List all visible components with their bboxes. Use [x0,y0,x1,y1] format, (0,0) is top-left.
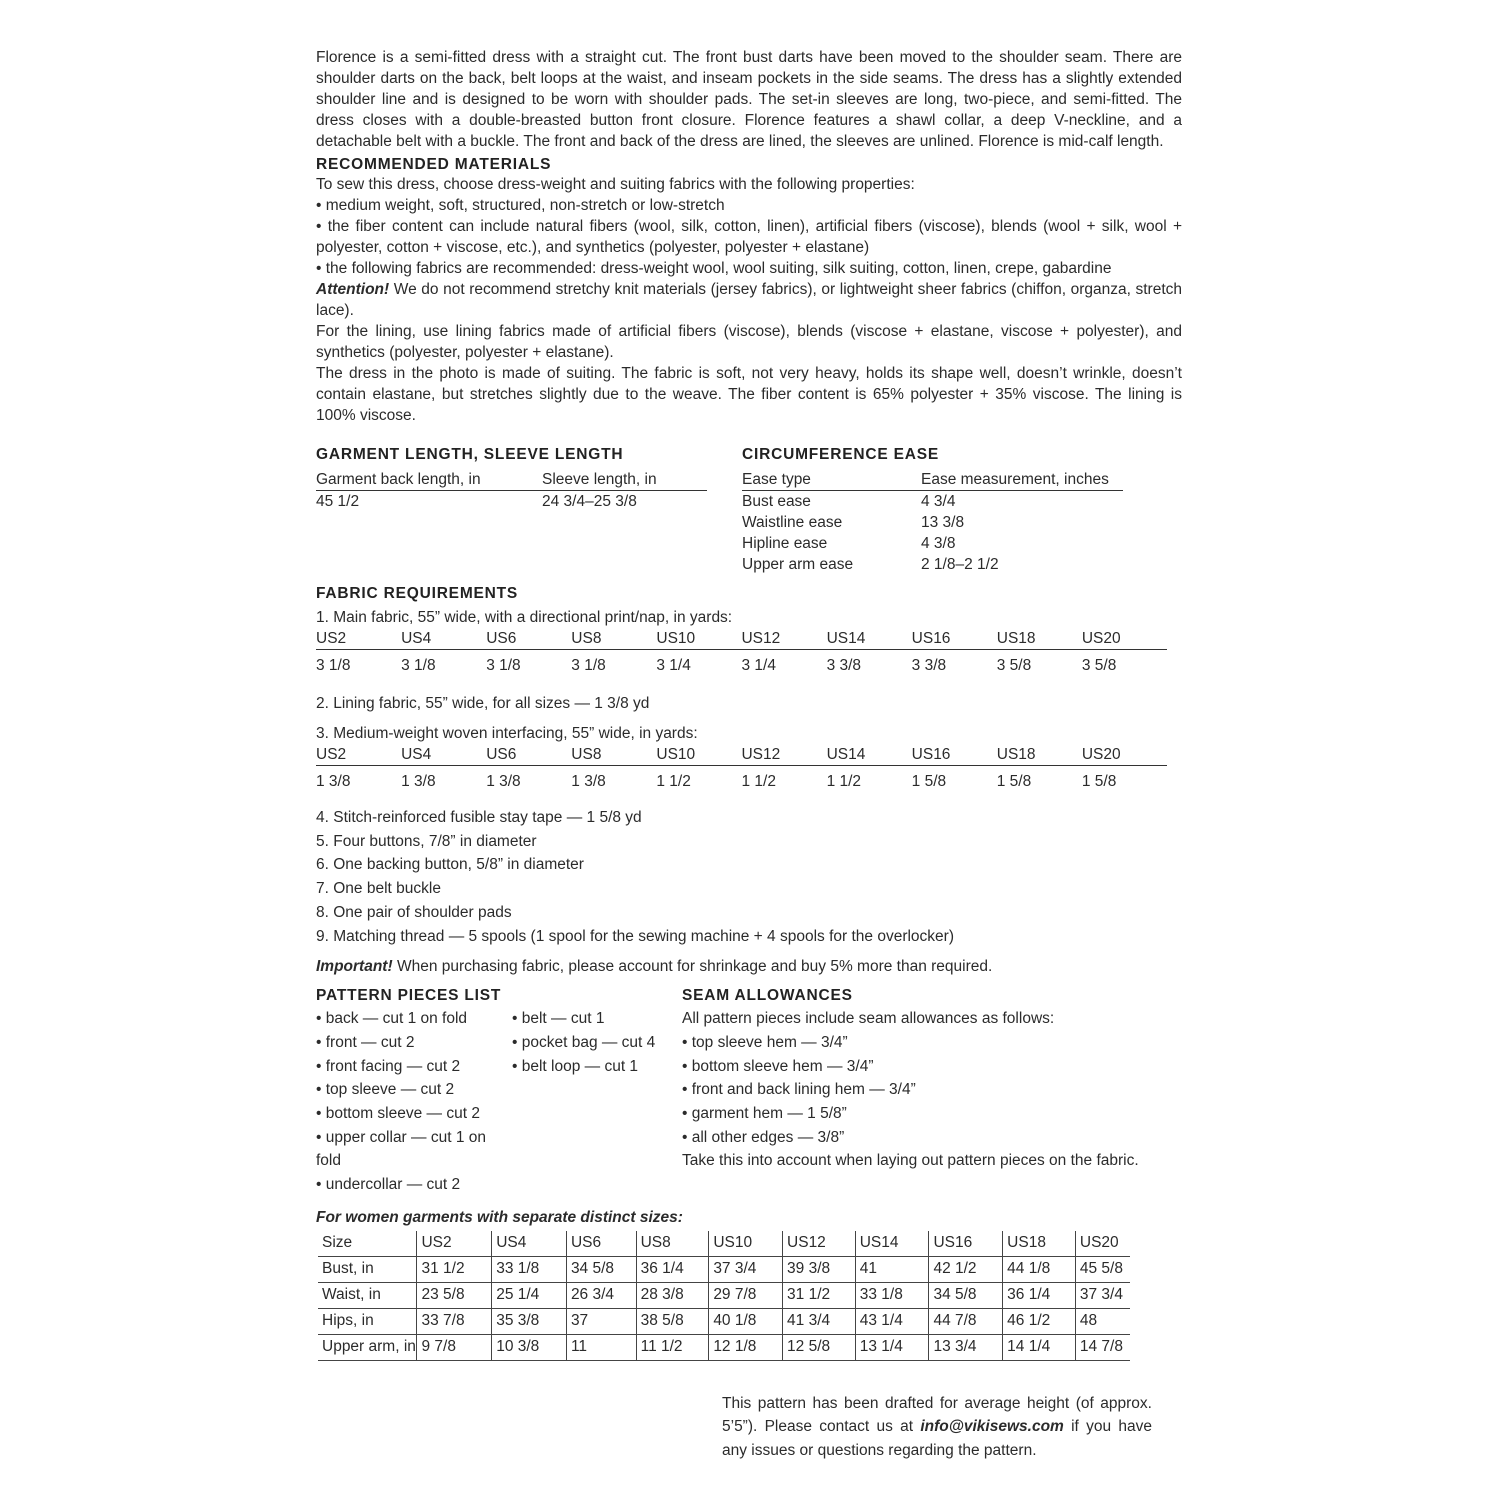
size-chart-cell: 42 1/2 [929,1256,1003,1282]
yardage-value: 1 3/8 [316,773,351,790]
piece-item: • front — cut 2 [316,1033,415,1051]
ease-table [742,470,1123,575]
yardage-value: 3 1/8 [316,657,351,674]
main-fabric-label: 1. Main fabric, 55” wide, with a directional print/nap, in yards: [316,609,733,626]
interfacing-table [316,744,1167,792]
size-chart-header-row [318,1231,1130,1257]
piece-item: • bottom sleeve — cut 2 [316,1105,480,1123]
size-chart-cell: 12 5/8 [783,1334,856,1360]
size-chart-cell: US20 [1075,1231,1130,1257]
yardage-value: 3 5/8 [996,657,1032,674]
piece-item: • upper collar — cut 1 on fold [316,1128,486,1170]
photo-fabric-paragraph: The dress in the photo is made of suiting. The fabric is soft, not very heavy, holds its shape well, doesn’t wrinkle, doesn’t contain elastane, but stretches slightly due to the weave. The fiber content is 65% polyester + 35% viscose. The lining is 100% viscose. [316,365,1182,424]
ease-heading: CIRCUMFERENCE EASE [742,446,939,463]
fabric-heading: FABRIC REQUIREMENTS [316,585,519,602]
document-page [316,47,1182,1459]
size-header: US14 [827,744,912,766]
ease-type: Waistline ease [742,513,843,531]
seams-heading: SEAM ALLOWANCES [682,987,853,1005]
notions-item: 5. Four buttons, 7/8” in diameter [316,832,537,850]
seam-item: • garment hem — 1 5/8” [682,1105,847,1123]
size-chart-cell: 13 1/4 [855,1334,929,1360]
yardage-value: 1 3/8 [486,773,521,790]
ease-row [742,533,1123,554]
size-chart-cell: Bust, in [318,1256,417,1282]
pieces-heading: PATTERN PIECES LIST [316,987,502,1005]
ease-value: 4 3/4 [921,492,956,510]
yardage-value: 3 5/8 [1081,657,1117,674]
notions-item: 8. One pair of shoulder pads [316,903,512,921]
materials-lead: To sew this dress, choose dress-weight and suiting fabrics with the following properties: [316,176,915,193]
size-chart-cell: 40 1/8 [709,1308,783,1334]
materials-bullet-1: • medium weight, soft, structured, non-stretch or low-stretch [316,197,725,214]
attention-note [316,279,1182,321]
notions-list [316,806,1182,948]
size-chart-cell: 43 1/4 [855,1308,929,1334]
interfacing-label: 3. Medium-weight woven interfacing, 55” wide, in yards: [316,725,698,742]
seam-item: • front and back lining hem — 3/4” [682,1081,916,1099]
size-header: US10 [656,744,741,766]
size-chart-cell: 33 1/8 [855,1282,929,1308]
size-header: US8 [571,628,656,650]
size-header: US20 [1082,744,1167,766]
yardage-value: 1 1/2 [741,773,776,790]
size-chart-cell: Size [318,1231,417,1257]
main-fabric-values-row [316,650,1167,677]
size-chart-cell: 48 [1075,1308,1130,1334]
size-chart-cell: US12 [783,1231,856,1257]
seam-item: • bottom sleeve hem — 3/4” [682,1057,874,1075]
notions-item: 7. One belt buckle [316,880,441,898]
size-header: US12 [741,628,826,650]
seams-footer: Take this into account when laying out pattern pieces on the fabric. [682,1152,1139,1170]
size-chart-cell: 11 [566,1334,636,1360]
size-chart-row-bust [318,1256,1130,1282]
size-chart-cell: 41 [855,1256,929,1282]
yardage-value: 1 1/2 [656,773,691,790]
ease-value: 2 1/8–2 1/2 [921,555,999,573]
pieces-column-2 [512,1007,655,1197]
piece-item: • undercollar — cut 2 [316,1176,461,1194]
size-chart-cell: 25 1/4 [492,1282,567,1308]
circumference-ease-block [742,446,1182,575]
lining-fabric-line: 2. Lining fabric, 55” wide, for all sizes — 1 3/8 yd [316,695,650,712]
size-header: US16 [912,744,997,766]
garment-length-col-back: Garment back length, in [316,470,542,491]
size-header: US8 [571,744,656,766]
size-header: US4 [401,628,486,650]
notions-item: 9. Matching thread — 5 spools (1 spool for the sewing machine + 4 spools for the overlocker) [316,927,954,945]
yardage-value: 3 1/4 [656,657,691,674]
seam-item: • top sleeve hem — 3/4” [682,1033,848,1051]
size-chart-cell: 9 7/8 [417,1334,492,1360]
main-fabric-table [316,628,1167,676]
ease-col-type: Ease type [742,470,921,491]
materials-bullet-3: • the following fabrics are recommended: dress-weight wool, wool suiting, silk suiting, cotton, linen, crepe, gabardine [316,260,1112,277]
piece-item: • back — cut 1 on fold [316,1010,468,1028]
attention-text: We do not recommend stretchy knit materials (jersey fabrics), or lightweight sheer fabrics (chiffon, organza, stretch lace). [316,281,1182,319]
size-chart-cell: 46 1/2 [1003,1308,1076,1334]
yardage-value: 1 3/8 [401,773,436,790]
attention-label: Attention! [316,281,390,298]
size-chart-cell: 34 5/8 [929,1282,1003,1308]
yardage-value: 3 3/8 [826,657,862,674]
size-chart-cell: 31 1/2 [783,1282,856,1308]
size-chart-cell: Waist, in [318,1282,417,1308]
ease-type: Hipline ease [742,534,828,552]
ease-value: 13 3/8 [921,513,965,531]
size-chart-cell: 14 1/4 [1003,1334,1076,1360]
yardage-value: 3 1/4 [741,657,776,674]
size-chart-cell: 37 [566,1308,636,1334]
size-header: US6 [486,628,571,650]
size-chart-cell: 41 3/4 [783,1308,856,1334]
size-header: US10 [656,628,741,650]
size-chart-cell: 33 1/8 [492,1256,567,1282]
size-header: US12 [741,744,826,766]
size-chart-cell: 39 3/8 [783,1256,856,1282]
size-chart-cell: 34 5/8 [566,1256,636,1282]
seam-item: • all other edges — 3/8” [682,1128,845,1146]
size-chart-cell: Upper arm, in [318,1334,417,1360]
size-chart-cell: 11 1/2 [636,1334,709,1360]
size-chart-cell: 36 1/4 [636,1256,709,1282]
interfacing-values-row [316,766,1167,793]
yardage-value: 3 1/8 [571,657,606,674]
size-chart-cell: 26 3/4 [566,1282,636,1308]
garment-length-col-sleeve: Sleeve length, in [542,470,707,491]
size-chart-cell: 23 5/8 [417,1282,492,1308]
yardage-value: 3 3/8 [911,657,947,674]
size-chart-cell: 37 3/4 [1075,1282,1130,1308]
size-header: US18 [997,628,1082,650]
size-chart-cell: US2 [417,1231,492,1257]
size-header: US2 [316,744,401,766]
ease-type: Bust ease [742,492,811,510]
size-header: US18 [997,744,1082,766]
size-chart-cell: 37 3/4 [709,1256,783,1282]
ease-value: 4 3/8 [921,534,956,552]
pieces-columns [316,1007,682,1197]
size-chart-cell: 36 1/4 [1003,1282,1076,1308]
size-chart-table [318,1231,1130,1361]
contact-text-after: if you have any issues or questions regarding the pattern. [722,1418,1152,1459]
size-chart-cell: 29 7/8 [709,1282,783,1308]
size-chart-cell: US4 [492,1231,567,1257]
yardage-value: 1 1/2 [826,773,862,790]
size-chart-cell: 35 3/8 [492,1308,567,1334]
piece-item: • pocket bag — cut 4 [512,1033,656,1051]
main-fabric-sizes-row [316,628,1167,650]
size-chart-cell: US10 [709,1231,783,1257]
notions-item: 6. One backing button, 5/8” in diameter [316,856,584,874]
contact-email-link[interactable]: info@vikisews.com [920,1418,1064,1435]
lining-paragraph: For the lining, use lining fabrics made of artificial fibers (viscose), blends (viscose + elastane, viscose + polyester), and synthetics (polyester, polyester + elastane). [316,323,1182,361]
notions-item: 4. Stitch-reinforced fusible stay tape — 1 5/8 yd [316,809,642,826]
size-chart-cell: 14 7/8 [1075,1334,1130,1360]
size-header: US16 [912,628,997,650]
size-chart-heading: For women garments with separate distinct sizes: [316,1208,683,1226]
garment-length-table [316,470,707,512]
seams-lead: All pattern pieces include seam allowances as follows: [682,1010,1055,1028]
yardage-value: 1 5/8 [911,773,947,790]
piece-item: • belt loop — cut 1 [512,1057,639,1075]
interfacing-sizes-row [316,744,1167,766]
contact-note [722,1392,1152,1463]
size-chart-cell: 31 1/2 [417,1256,492,1282]
size-chart-cell: 33 7/8 [417,1308,492,1334]
yardage-value: 1 5/8 [996,773,1032,790]
ease-row [742,554,1123,575]
size-chart-cell: 12 1/8 [709,1334,783,1360]
garment-back-length-value: 45 1/2 [316,492,360,510]
size-chart-cell: 13 3/4 [929,1334,1003,1360]
ease-row [742,491,1123,513]
intro-paragraph: Florence is a semi-fitted dress with a straight cut. The front bust darts have been moved to the shoulder seam. There are shoulder darts on the back, belt loops at the waist, and inseam pockets in the side seams. The dress has a slightly extended shoulder line and is designed to be worn with shoulder pads. The set-in sleeves are long, two-piece, and semi-fitted. The dress closes with a double-breasted button front closure. Florence features a shawl collar, a deep V-neckline, and a detachable belt with a buckle. The front and back of the dress are lined, the sleeves are unlined. Florence is mid-calf length. [316,49,1182,150]
size-chart-cell: 45 5/8 [1075,1256,1130,1282]
length-ease-section [316,446,1182,575]
size-chart-cell: 44 1/8 [1003,1256,1076,1282]
size-chart-cell: US18 [1003,1231,1076,1257]
garment-length-heading: GARMENT LENGTH, SLEEVE LENGTH [316,446,624,463]
size-header: US2 [316,628,401,650]
size-header: US6 [486,744,571,766]
size-chart-cell: US8 [636,1231,709,1257]
ease-col-measurement: Ease measurement, inches [921,470,1123,491]
size-chart-cell: 44 7/8 [929,1308,1003,1334]
important-label: Important! [316,958,393,976]
size-chart-cell: 38 5/8 [636,1308,709,1334]
materials-heading: RECOMMENDED MATERIALS [316,156,552,173]
piece-item: • belt — cut 1 [512,1010,605,1028]
important-note [316,956,1182,977]
size-header: US14 [827,628,912,650]
pieces-column-1 [316,1007,512,1197]
ease-type: Upper arm ease [742,555,854,573]
ease-row [742,512,1123,533]
yardage-value: 1 5/8 [1081,773,1117,790]
yardage-value: 3 1/8 [401,657,436,674]
size-header: US20 [1082,628,1167,650]
sleeve-length-value: 24 3/4–25 3/8 [542,492,637,510]
piece-item: • front facing — cut 2 [316,1057,461,1075]
size-header: US4 [401,744,486,766]
yardage-value: 1 3/8 [571,773,606,790]
contact-text-before: This pattern has been drafted for average height (of approx. 5’5”). Please contact us at [722,1394,1152,1435]
size-chart-cell: 28 3/8 [636,1282,709,1308]
size-chart-row-upper-arm [318,1334,1130,1360]
size-chart-row-hips [318,1308,1130,1334]
yardage-value: 3 1/8 [486,657,521,674]
piece-item: • top sleeve — cut 2 [316,1081,455,1099]
size-chart-cell: US14 [855,1231,929,1257]
size-chart-cell: US16 [929,1231,1003,1257]
garment-length-block [316,446,742,575]
materials-bullet-2: • the fiber content can include natural fibers (wool, silk, cotton, linen), artificial fibers (viscose), blends (wool + silk, wool + polyester, cotton + viscose, etc.), and synthetics (polyester, polyester + elastane) [316,218,1182,256]
pieces-seams-section [316,987,1182,1197]
size-chart-cell: Hips, in [318,1308,417,1334]
pattern-pieces-block [316,987,682,1197]
seam-allowances-block [682,987,1139,1197]
size-chart-row-waist [318,1282,1130,1308]
size-chart-cell: US6 [566,1231,636,1257]
size-chart-cell: 10 3/8 [492,1334,567,1360]
important-text: When purchasing fabric, please account for shrinkage and buy 5% more than required. [392,958,993,976]
